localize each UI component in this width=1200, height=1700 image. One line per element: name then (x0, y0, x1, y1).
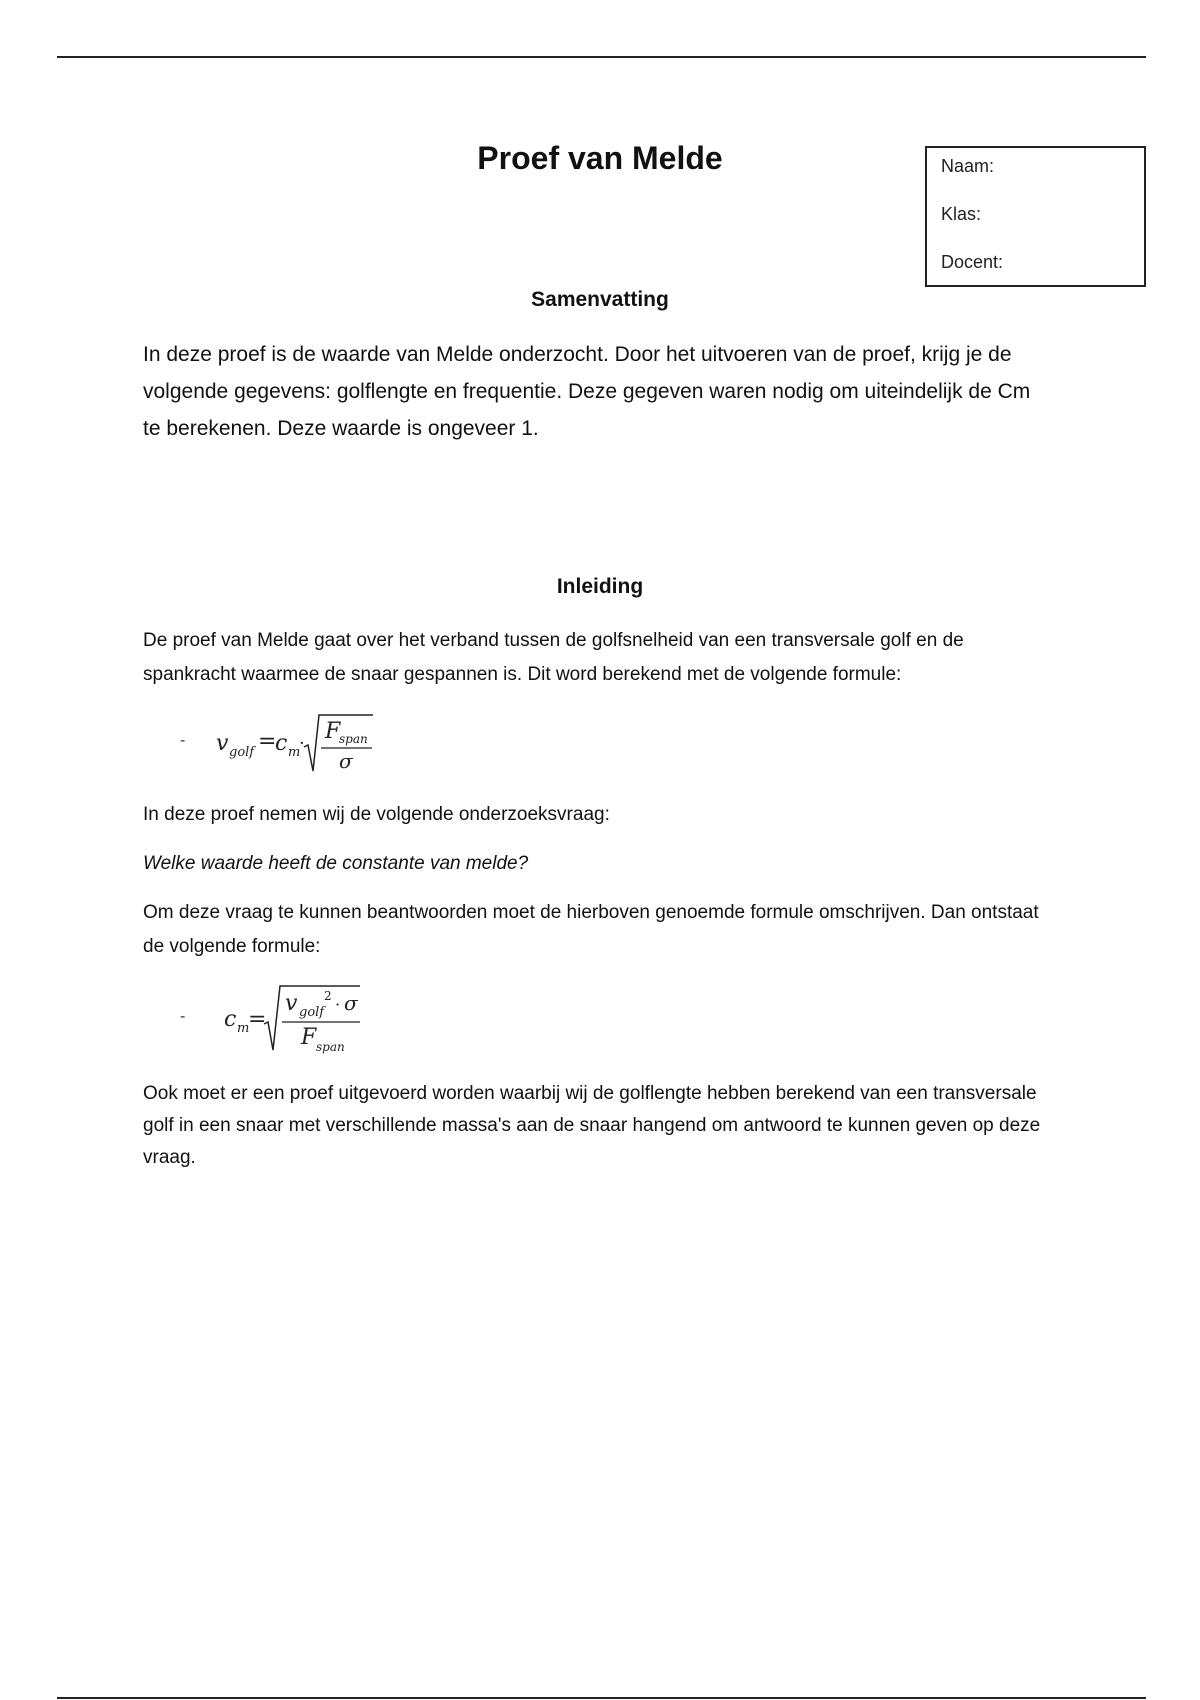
summary-paragraph: In deze proef is de waarde van Melde onderzocht. Door het uitvoeren van de proef, krijg je de volgende gegevens: golflengte en frequentie. Deze gegeven waren nodig om uiteindelijk de Cm te berekenen. Deze waarde is ongeveer 1. (143, 343, 1031, 440)
research-question-intro: In deze proef nemen wij de volgende onderzoeksvraag: (143, 804, 610, 825)
f2-F: F (301, 1025, 317, 1050)
f2-golf-sub: golf (299, 1005, 325, 1020)
class-field-label: Klas: (941, 204, 982, 224)
summary-heading: Samenvatting (531, 288, 669, 311)
teacher-field-label: Docent: (941, 252, 1004, 272)
f2-eq: = (248, 1007, 267, 1032)
f2-dot: · (335, 995, 341, 1014)
f1-span-sub: span (339, 732, 368, 746)
page-title: Proef van Melde (477, 140, 723, 176)
formula-melde-constant (210, 980, 380, 1060)
research-question: Welke waarde heeft de constante van melde? (143, 853, 529, 874)
name-field-label: Naam: (941, 156, 995, 176)
introduction-paragraph: De proef van Melde gaat over het verband tussen de golfsnelheid van een transversale golf en de spankracht waarmee de snaar gespannen is. Dit word berekend met de volgende formule: (143, 630, 964, 685)
method-paragraph: Ook moet er een proef uitgevoerd worden waarbij wij de golflengte hebben berekend van een transversale golf in een snaar met verschillende massa's aan de snaar hangend om antwoord te kunnen geven op deze vraag. (143, 1083, 1041, 1168)
formula2-bullet: - (180, 1008, 186, 1025)
introduction-heading: Inleiding (556, 575, 644, 598)
f2-squared: 2 (324, 989, 332, 1003)
f2-m-sub: m (237, 1021, 250, 1036)
f2-c: c (224, 1007, 237, 1032)
f1-eq: = (258, 729, 277, 754)
formula-wave-speed (200, 705, 390, 775)
f1-v: v (216, 731, 229, 756)
f2-v: v (285, 991, 298, 1016)
f1-F: F (325, 719, 341, 744)
f1-sigma: σ (339, 749, 353, 773)
top-rule (57, 56, 1146, 58)
f1-m-sub: m (288, 745, 301, 760)
f1-dot: · (299, 733, 305, 754)
f1-golf-sub: golf (229, 745, 255, 760)
f2-span-sub: span (316, 1040, 345, 1054)
student-info-box (925, 146, 1146, 287)
bottom-rule (57, 1697, 1146, 1699)
formula1-bullet: - (180, 732, 186, 749)
f2-sigma: σ (344, 991, 358, 1015)
rewrite-paragraph: Om deze vraag te kunnen beantwoorden moet de hierboven genoemde formule omschrijven. Dan ontstaat de volgende formule: (143, 902, 1039, 957)
f1-c: c (275, 731, 288, 756)
